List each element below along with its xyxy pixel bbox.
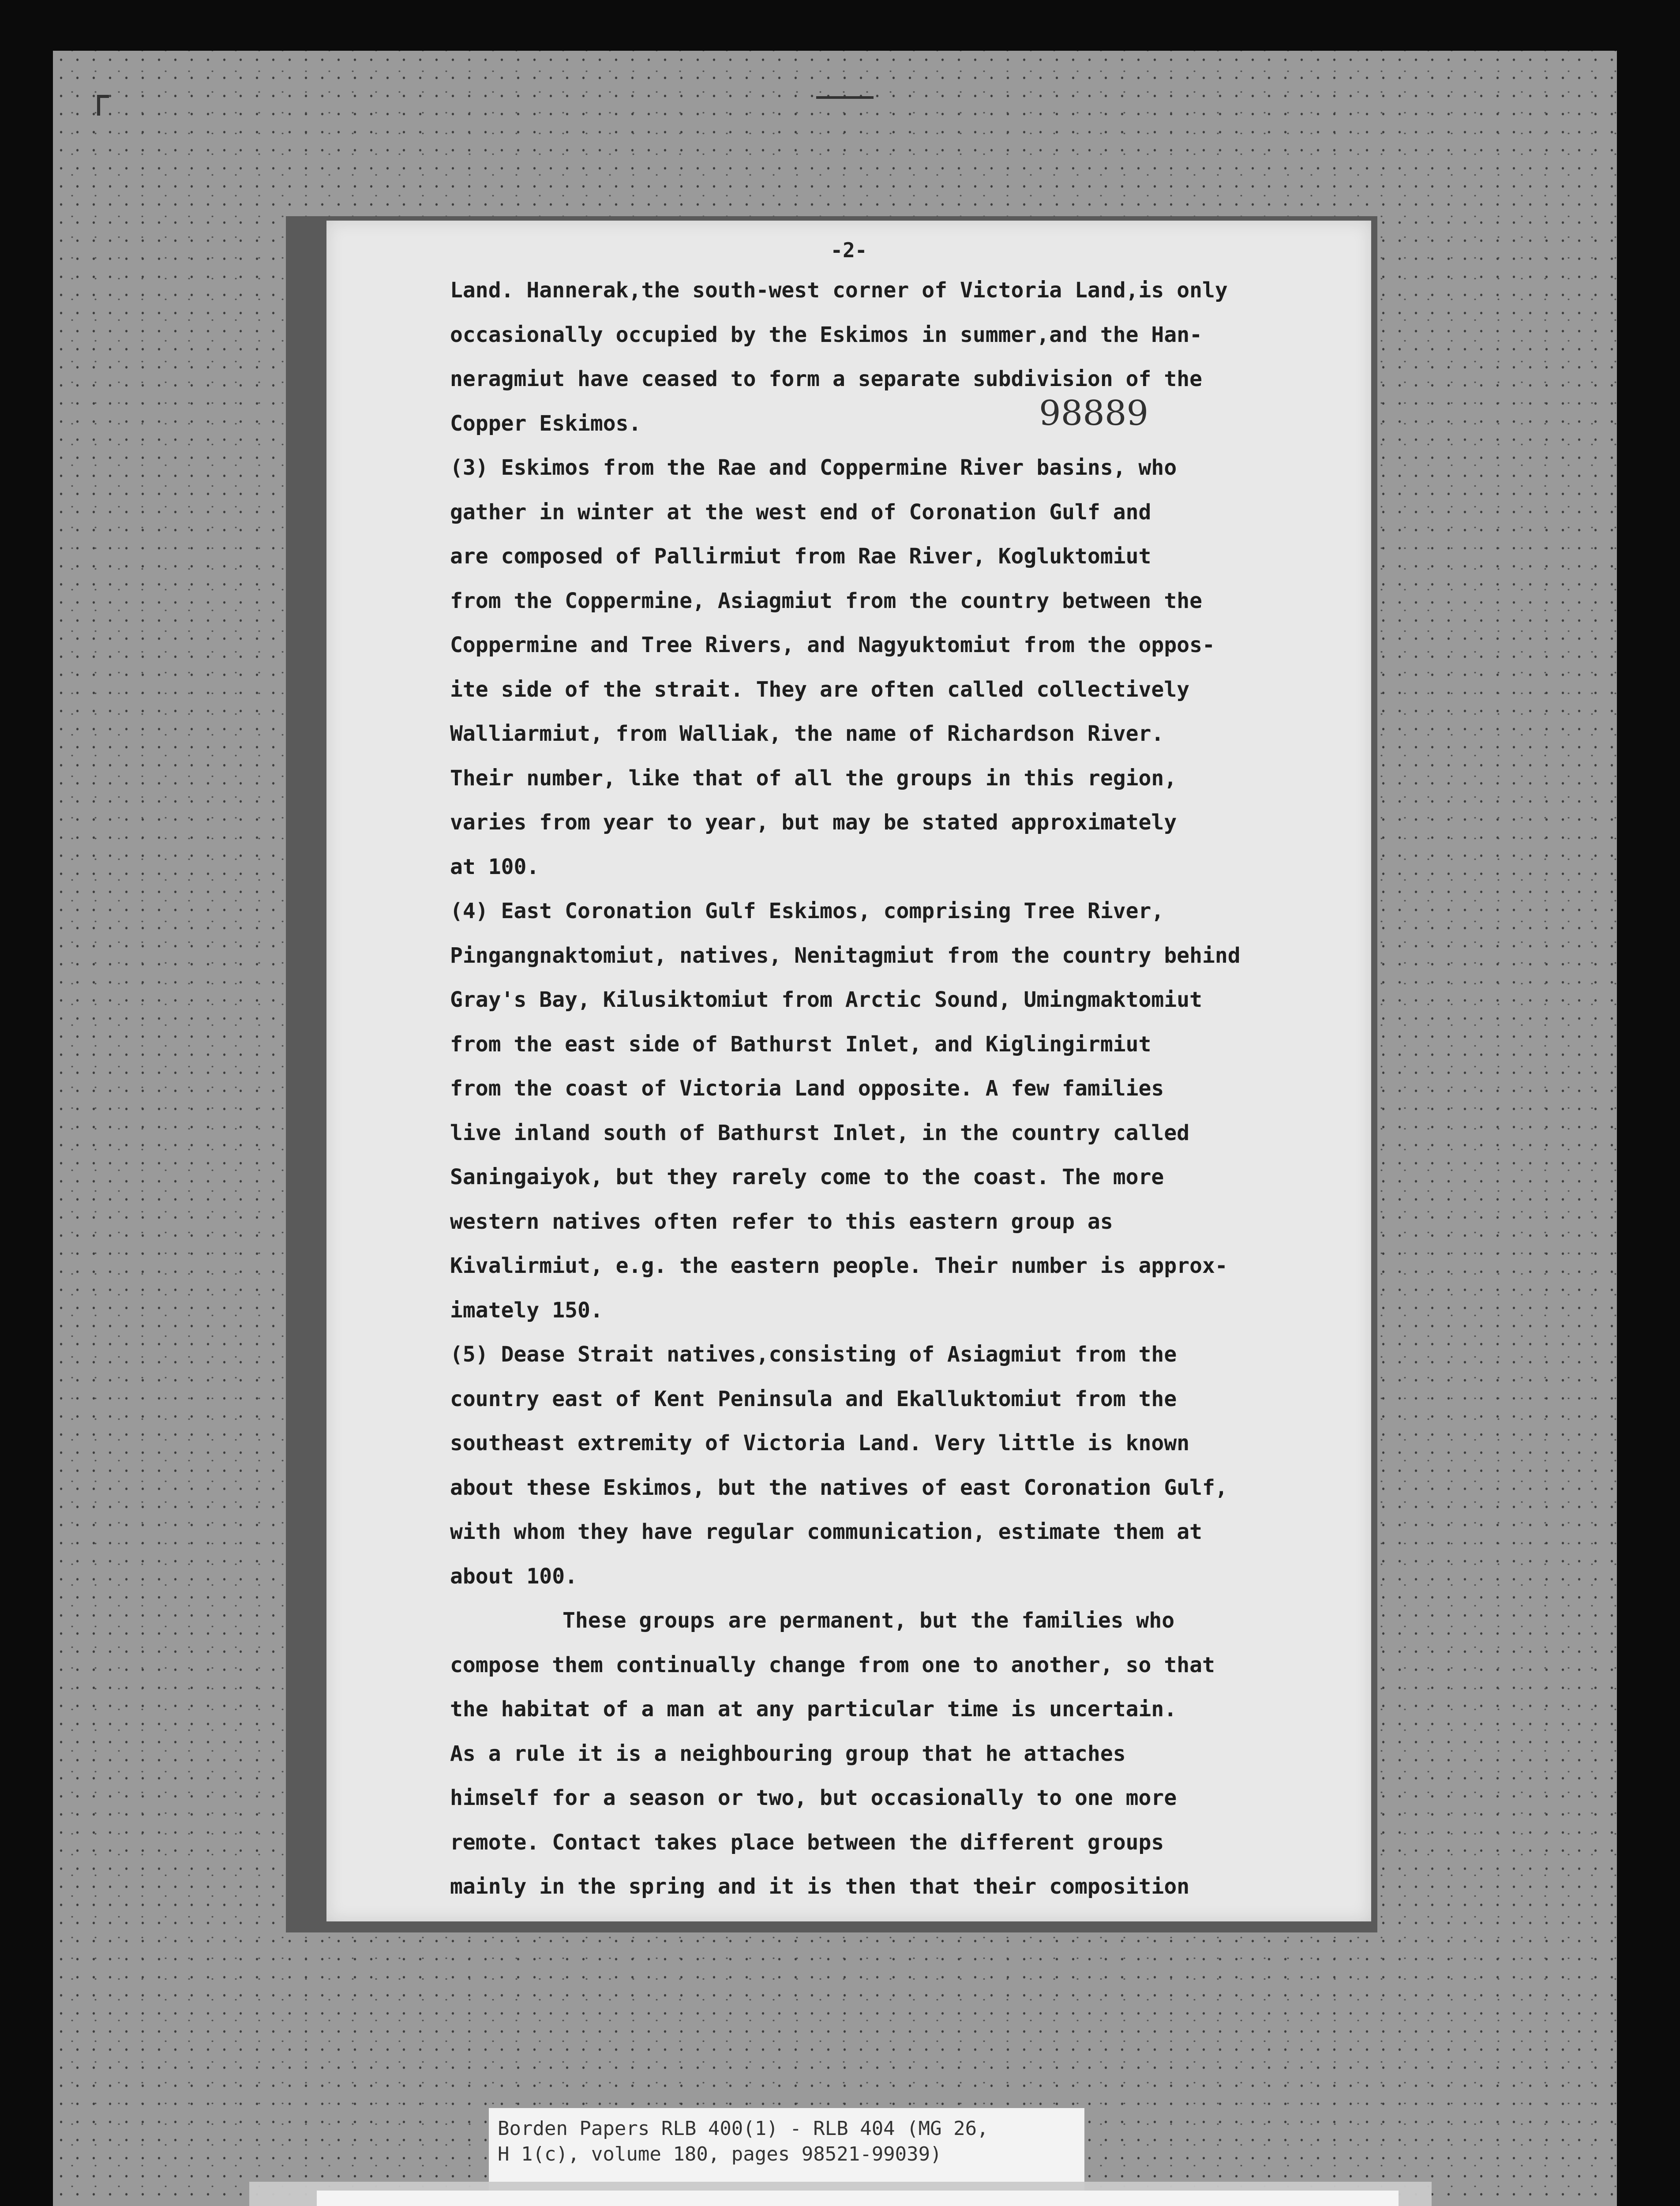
document-page xyxy=(326,221,1371,1921)
corner-crop-mark xyxy=(97,95,109,116)
text-line: (5) Dease Strait natives,consisting of Asiagmiut from the xyxy=(450,1342,1177,1367)
text-line: are composed of Pallirmiut from Rae River, Kogluktomiut xyxy=(450,544,1151,569)
top-alignment-mark xyxy=(816,96,874,99)
text-line: Copper Eskimos. xyxy=(450,411,641,436)
text-line: at 100. xyxy=(450,854,540,879)
text-line: from the coast of Victoria Land opposite. A few families xyxy=(450,1076,1164,1101)
text-line: imately 150. xyxy=(450,1298,603,1323)
source-citation-label xyxy=(489,2108,1084,2194)
text-line: Pingangnaktomiut, natives, Nenitagmiut from the country behind xyxy=(450,943,1241,968)
text-line: ite side of the strait. They are often called collectively xyxy=(450,677,1190,702)
archive-reference-number: 98889 xyxy=(1039,394,1149,433)
text-line: remote. Contact takes place between the different groups xyxy=(450,1830,1164,1855)
text-line: from the east side of Bathurst Inlet, and Kiglingirmiut xyxy=(450,1032,1151,1057)
text-line: Saningaiyok, but they rarely come to the coast. The more xyxy=(450,1165,1164,1189)
text-line: These groups are permanent, but the families who xyxy=(562,1608,1175,1633)
text-line: Kivalirmiut, e.g. the eastern people. Their number is approx- xyxy=(450,1253,1228,1278)
text-line: As a rule it is a neighbouring group that he attaches xyxy=(450,1741,1126,1766)
text-line: Their number, like that of all the groups in this region, xyxy=(450,765,1177,791)
text-line: (4) East Coronation Gulf Eskimos, comprising Tree River, xyxy=(450,899,1164,923)
text-line: southeast extremity of Victoria Land. Very little is known xyxy=(450,1431,1190,1456)
text-line: country east of Kent Peninsula and Ekalluktomiut from the xyxy=(450,1386,1177,1411)
text-line: with whom they have regular communication, estimate them at xyxy=(450,1519,1203,1544)
citation-line: H 1(c), volume 180, pages 98521-99039) xyxy=(498,2143,942,2165)
citation-line: Borden Papers RLB 400(1) - RLB 404 (MG 26, xyxy=(498,2117,989,2140)
archive-card xyxy=(317,2191,1399,2206)
text-line: compose them continually change from one to another, so that xyxy=(450,1652,1215,1677)
text-line: Coppermine and Tree Rivers, and Nagyuktomiut from the oppos- xyxy=(450,633,1215,657)
text-line: live inland south of Bathurst Inlet, in the country called xyxy=(450,1120,1190,1145)
text-line: mainly in the spring and it is then that their composition xyxy=(450,1874,1190,1899)
text-line: the habitat of a man at any particular time is uncertain. xyxy=(450,1697,1177,1722)
text-line: varies from year to year, but may be stated approximately xyxy=(450,810,1177,835)
text-line: (3) Eskimos from the Rae and Coppermine River basins, who xyxy=(450,455,1177,480)
page-number: -2- xyxy=(830,238,867,262)
text-line: from the Coppermine, Asiagmiut from the country between the xyxy=(450,588,1203,613)
text-line: occasionally occupied by the Eskimos in summer,and the Han- xyxy=(450,322,1203,347)
text-line: gather in winter at the west end of Coronation Gulf and xyxy=(450,499,1151,525)
text-line: neragmiut have ceased to form a separate subdivision of the xyxy=(450,367,1203,391)
text-line: himself for a season or two, but occasionally to one more xyxy=(450,1786,1177,1810)
text-line: Gray's Bay, Kilusiktomiut from Arctic Sound, Umingmaktomiut xyxy=(450,987,1203,1012)
text-line: about 100. xyxy=(450,1564,578,1589)
text-line: Walliarmiut, from Walliak, the name of Richardson River. xyxy=(450,721,1164,746)
text-line: about these Eskimos, but the natives of east Coronation Gulf, xyxy=(450,1475,1228,1500)
text-line: western natives often refer to this eastern group as xyxy=(450,1209,1113,1234)
typed-body-text xyxy=(450,268,1310,1909)
text-line: Land. Hannerak,the south-west corner of Victoria Land,is only xyxy=(450,278,1228,303)
